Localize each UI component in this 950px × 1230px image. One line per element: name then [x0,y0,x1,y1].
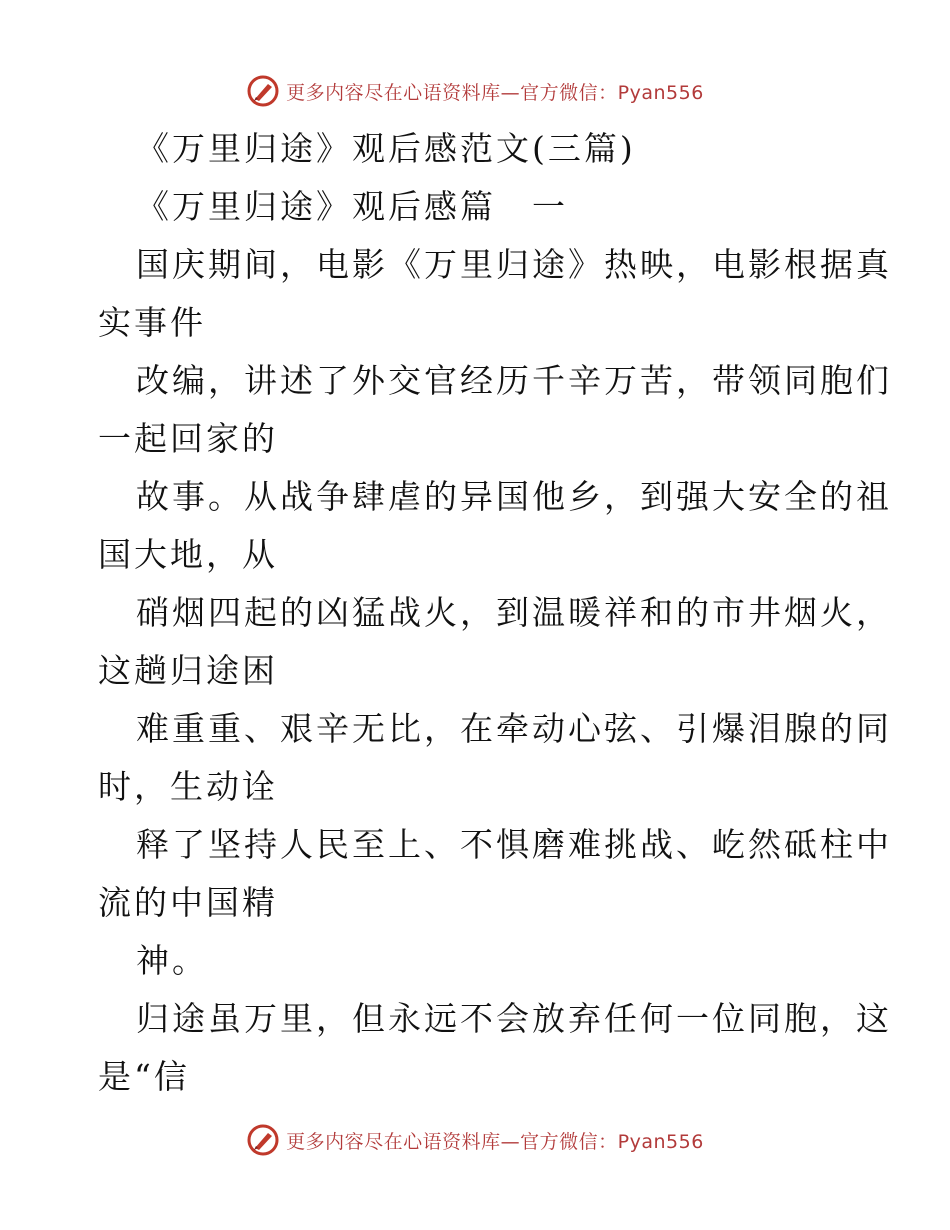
text-line: 时，生动诠 [98,767,278,806]
text-line: 难重重、艰辛无比，在牵动心弦、引爆泪腺的同 [136,709,892,748]
text-line: 这趟归途困 [98,651,278,690]
text-line: 归途虽万里，但永远不会放弃任何一位同胞，这 [136,999,892,1038]
text-line: 是“信 [98,1057,190,1096]
text-line: 国庆期间，电影《万里归途》热映，电影根据真 [136,245,892,284]
banner-text: 更多内容尽在心语资料库—官方微信：Pyan556 [286,81,704,104]
text-line: 实事件 [98,303,206,342]
header-banner [0,71,950,111]
banner-text: 更多内容尽在心语资料库—官方微信：Pyan556 [286,1130,704,1153]
text-line: 流的中国精 [98,883,278,922]
text-line: 神。 [136,941,208,980]
text-line: 一起回家的 [98,419,278,458]
document-body [98,120,892,1106]
text-line: 硝烟四起的凶猛战火，到温暖祥和的市井烟火， [136,593,892,632]
text-line: 改编，讲述了外交官经历千辛万苦，带领同胞们 [136,361,892,400]
text-line: 国大地，从 [98,535,278,574]
document-title: 《万里归途》观后感范文(三篇) [136,129,636,168]
pen-logo-icon [246,1123,280,1157]
footer-banner [0,1120,950,1160]
text-line: 故事。从战争肆虐的异国他乡，到强大安全的祖 [136,477,892,516]
section-heading: 《万里归途》观后感篇 一 [136,187,568,226]
text-line: 释了坚持人民至上、不惧磨难挑战、屹然砥柱中 [136,825,892,864]
pen-logo-icon [246,74,280,108]
